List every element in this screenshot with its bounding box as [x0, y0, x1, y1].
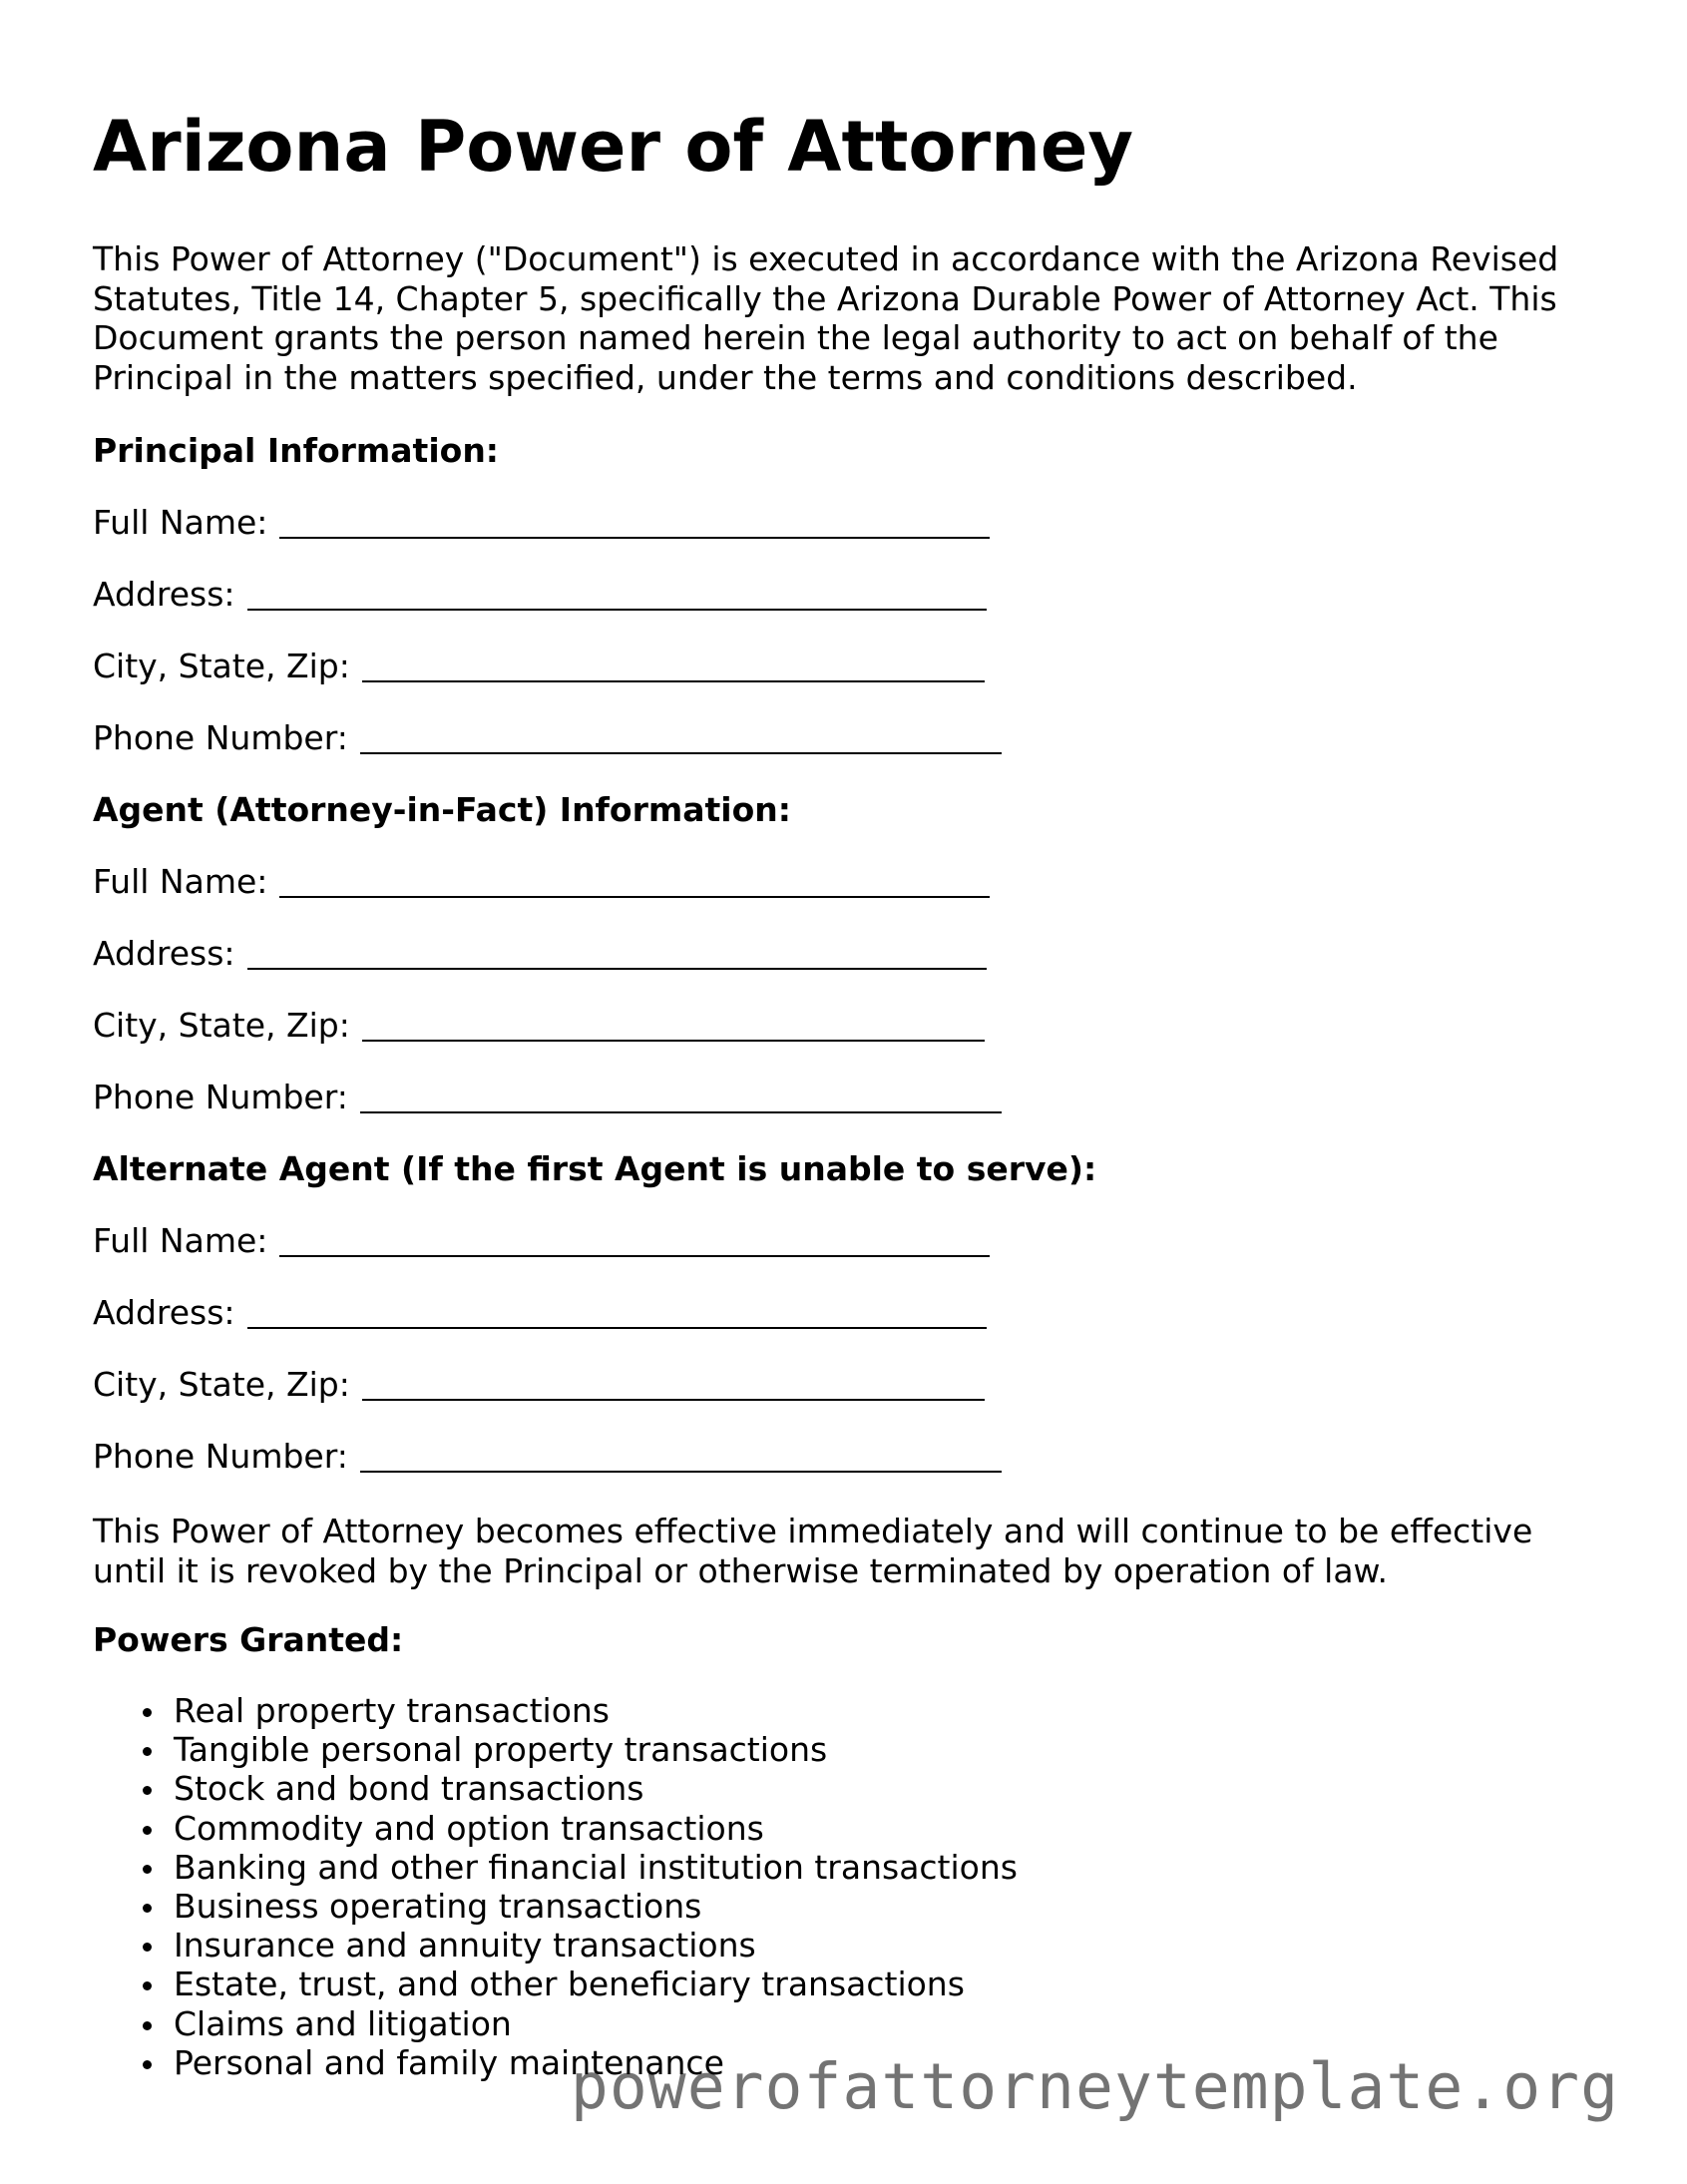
- intro-paragraph: This Power of Attorney ("Document") is executed in accordance with the Arizona Revised Statutes, Title 14, Chapter 5, specifically the Arizona Durable Power of Attorney Act. This Document grants the person named herein the legal authority to act on behalf of the Principal in the matters specified, under the terms and conditions described.: [93, 239, 1559, 397]
- list-item: Tangible personal property transactions: [174, 1730, 1018, 1769]
- blank-line[interactable]: [362, 680, 985, 682]
- principal-address-field[interactable]: [93, 575, 987, 615]
- field-label: Phone Number:: [93, 1078, 348, 1116]
- field-label: Full Name:: [93, 1221, 268, 1260]
- blank-line[interactable]: [279, 1255, 990, 1257]
- blank-line[interactable]: [360, 1471, 1002, 1473]
- list-item: Banking and other financial institution transactions: [174, 1847, 1018, 1887]
- field-label: Phone Number:: [93, 718, 348, 757]
- field-label: Address:: [93, 934, 235, 973]
- alternate-full-name-field[interactable]: [93, 1221, 990, 1261]
- alternate-agent-heading: Alternate Agent (If the first Agent is unable to serve):: [93, 1149, 1097, 1188]
- principal-full-name-field[interactable]: [93, 503, 990, 543]
- list-item: Commodity and option transactions: [174, 1809, 1018, 1848]
- blank-line[interactable]: [247, 609, 987, 611]
- principal-city-state-zip-field[interactable]: [93, 647, 985, 686]
- blank-line[interactable]: [362, 1040, 985, 1042]
- field-label: Address:: [93, 1293, 235, 1332]
- field-label: Full Name:: [93, 862, 268, 901]
- principal-phone-field[interactable]: [93, 718, 1002, 758]
- blank-line[interactable]: [279, 896, 990, 898]
- agent-address-field[interactable]: [93, 934, 987, 974]
- alternate-address-field[interactable]: [93, 1293, 987, 1333]
- field-label: City, State, Zip:: [93, 1365, 350, 1404]
- alternate-phone-field[interactable]: [93, 1437, 1002, 1477]
- list-item: Stock and bond transactions: [174, 1769, 1018, 1808]
- watermark: powerofattorneytemplate.org: [570, 2050, 1619, 2123]
- list-item: Real property transactions: [174, 1691, 1018, 1730]
- blank-line[interactable]: [279, 537, 990, 539]
- blank-line[interactable]: [360, 752, 1002, 754]
- field-label: City, State, Zip:: [93, 647, 350, 685]
- list-item: Personal and family maintenance: [174, 2043, 1018, 2082]
- page-title: Arizona Power of Attorney: [93, 106, 1133, 188]
- agent-phone-field[interactable]: [93, 1078, 1002, 1117]
- field-label: Full Name:: [93, 503, 268, 542]
- alternate-city-state-zip-field[interactable]: [93, 1365, 985, 1405]
- agent-city-state-zip-field[interactable]: [93, 1006, 985, 1046]
- powers-heading: Powers Granted:: [93, 1620, 404, 1659]
- blank-line[interactable]: [247, 1327, 987, 1329]
- list-item: Insurance and annuity transactions: [174, 1926, 1018, 1965]
- list-item: Claims and litigation: [174, 2004, 1018, 2043]
- agent-heading: Agent (Attorney-in-Fact) Information:: [93, 790, 791, 829]
- blank-line[interactable]: [247, 968, 987, 970]
- powers-list: [93, 1691, 1018, 2082]
- principal-heading: Principal Information:: [93, 431, 500, 470]
- agent-full-name-field[interactable]: [93, 862, 990, 902]
- field-label: Phone Number:: [93, 1437, 348, 1476]
- effective-paragraph: This Power of Attorney becomes effective immediately and will continue to be effective until it is revoked by the Principal or otherwise terminated by operation of law.: [93, 1512, 1533, 1590]
- blank-line[interactable]: [360, 1111, 1002, 1113]
- field-label: City, State, Zip:: [93, 1006, 350, 1045]
- blank-line[interactable]: [362, 1399, 985, 1401]
- list-item: Business operating transactions: [174, 1887, 1018, 1926]
- list-item: Estate, trust, and other beneficiary transactions: [174, 1965, 1018, 2003]
- field-label: Address:: [93, 575, 235, 614]
